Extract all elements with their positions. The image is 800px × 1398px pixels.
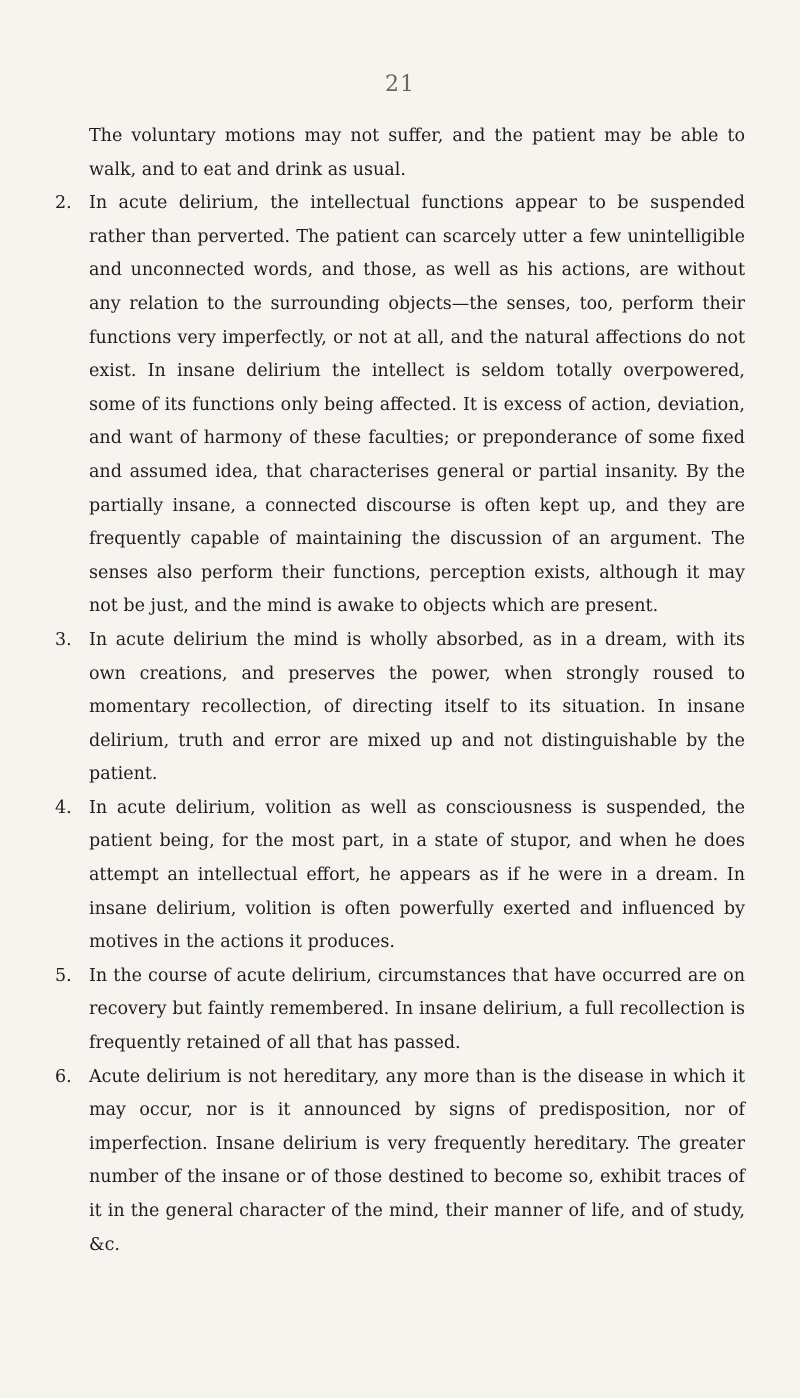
page-number: 21 <box>385 72 415 97</box>
paragraph-text: In the course of acute delirium, circumstances that have occurred are on recovery but faintly remembered. In insane delirium, a full recollection is frequently retained of all that has passed. <box>89 965 745 1054</box>
paragraph-number: 6. <box>55 1066 72 1087</box>
numbered-paragraph-5 <box>55 960 745 1061</box>
paragraph-number: 3. <box>55 629 72 650</box>
numbered-paragraph-6 <box>55 1061 745 1263</box>
intro-paragraph: The voluntary motions may not suffer, and the patient may be able to walk, and to eat and drink as usual. <box>89 126 745 180</box>
numbered-paragraph-4 <box>55 792 745 960</box>
paragraph-text: In acute delirium the mind is wholly absorbed, as in a dream, with its own creations, and preserves the power, when strongly roused to momentary recollection, of directing itself to its situation. In insane delirium, truth and error are mixed up and not distinguishable by the patient. <box>89 629 745 785</box>
paragraph-text: Acute delirium is not hereditary, any more than is the disease in which it may occur, nor is it announced by signs of predisposition, nor of imperfection. Insane delirium is very frequently hereditary. The greater number of the insane or of those destined to become so, exhibit traces of it in the general character of the mind, their manner of life, and of study, &c. <box>89 1066 745 1255</box>
paragraph-text: In acute delirium, the intellectual functions appear to be suspended rather than perverted. The patient can scarcely utter a few unintelligible and unconnected words, and those, as well as his actions, are without any relation to the surrounding objects—the senses, too, perform their functions very imperfectly, or not at all, and the natural affections do not exist. In insane delirium the intellect is seldom totally overpowered, some of its functions only being affected. It is excess of action, deviation, and want of harmony of these faculties; or preponderance of some fixed and assumed idea, that characterises general or partial insanity. By the partially insane, a connected discourse is often kept up, and they are frequently capable of maintaining the discussion of an argument. The senses also perform their functions, perception exists, although it may not be just, and the mind is awake to objects which are present. <box>89 193 745 617</box>
paragraph-number: 5. <box>55 965 72 986</box>
paragraph-text: In acute delirium, volition as well as consciousness is suspended, the patient being, for the most part, in a state of stupor, and when he does attempt an intellectual effort, he appears as if he were in a dream. In insane delirium, volition is often powerfully exerted and influenced by motives in the actions it produces. <box>89 797 745 953</box>
paragraph-number: 4. <box>55 797 72 818</box>
numbered-paragraph-3 <box>55 624 745 792</box>
page-body <box>55 120 745 1262</box>
numbered-paragraph-2 <box>55 187 745 624</box>
paragraph-number: 2. <box>55 193 72 214</box>
